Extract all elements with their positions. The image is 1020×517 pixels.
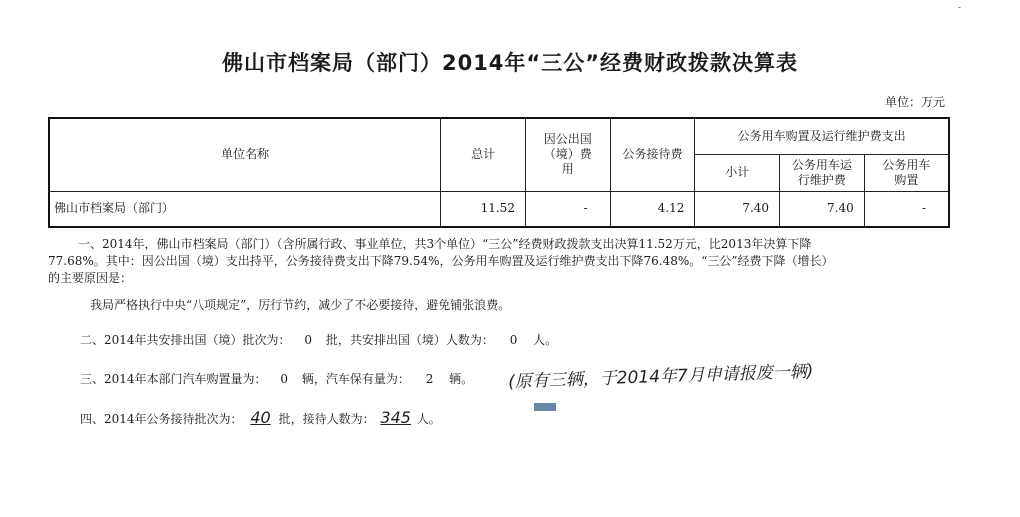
note-1-line-2: 77.68%。其中：因公出国（境）支出持平，公务接待费支出下降79.54%，公务用车购置及运行维护费支出下降76.48%。“三公”经费下降（增长） — [48, 254, 834, 268]
header-vehicle-group: 公务用车购置及运行维护费支出 — [695, 118, 949, 154]
row-unit-name: 佛山市档案局（部门） — [49, 191, 441, 227]
unit-label: 单位：万元 — [884, 95, 945, 109]
row-running: 7.40 — [780, 191, 865, 227]
row-reception: 4.12 — [610, 191, 695, 227]
header-running: 公务用车运行维护费 — [780, 154, 865, 191]
note-3-purchase-count: 0 — [280, 372, 289, 386]
note-1-line-3: 的主要原因是： — [48, 271, 133, 285]
note-2 — [80, 332, 557, 349]
row-subtotal: 7.40 — [695, 191, 780, 227]
note-2-text-a: 二、2014年共安排出国（境）批次为： — [80, 333, 291, 347]
budget-table — [48, 117, 950, 228]
row-total: 11.52 — [441, 191, 526, 227]
table-row — [49, 191, 949, 227]
note-3-text-a: 三、2014年本部门汽车购置量为： — [80, 372, 267, 386]
note-4 — [80, 409, 441, 428]
handwritten-note: (原有三辆，于2014年7月申请报废一辆) — [507, 361, 814, 393]
note-2-text-c: 人。 — [533, 333, 558, 347]
note-1-line-1: 一、2014年，佛山市档案局（部门）（含所属行政、事业单位，共3个单位）“三公”经费财政拨款支出决算11.52万元，比2013年决算下降 — [78, 237, 812, 251]
note-3 — [80, 371, 473, 388]
header-subtotal: 小计 — [695, 154, 780, 191]
blue-mark — [534, 403, 556, 411]
note-3-text-c: 辆。 — [449, 372, 474, 386]
row-abroad: - — [525, 191, 610, 227]
header-purchase: 公务用车购置 — [864, 154, 949, 191]
header-abroad: 因公出国（境）费用 — [525, 118, 610, 191]
table-header-row — [49, 118, 949, 154]
header-unit-name: 单位名称 — [49, 118, 441, 191]
note-2-batch: 0 — [304, 333, 313, 347]
header-reception: 公务接待费 — [610, 118, 695, 191]
note-3-text-b: 辆，汽车保有量为： — [301, 372, 410, 386]
note-2-text-b: 批，共安排出国（境）人数为： — [325, 333, 494, 347]
document-title: 佛山市档案局（部门）2014年“三公”经费财政拨款决算表 — [221, 51, 799, 75]
corner-mark: - — [958, 3, 962, 13]
note-4-text-a: 四、2014年公务接待批次为： — [80, 412, 243, 426]
note-2-people: 0 — [509, 333, 518, 347]
header-total: 总计 — [441, 118, 526, 191]
note-3-holding-count: 2 — [425, 372, 434, 386]
note-4-people: 345 — [380, 408, 411, 427]
reason-text: 我局严格执行中央“八项规定”，厉行节约，减少了不必要接待，避免铺张浪费。 — [90, 298, 511, 312]
note-4-text-c: 人。 — [416, 412, 441, 426]
row-purchase: - — [864, 191, 949, 227]
note-4-text-b: 批，接待人数为： — [278, 412, 375, 426]
note-4-batch: 40 — [250, 408, 271, 427]
